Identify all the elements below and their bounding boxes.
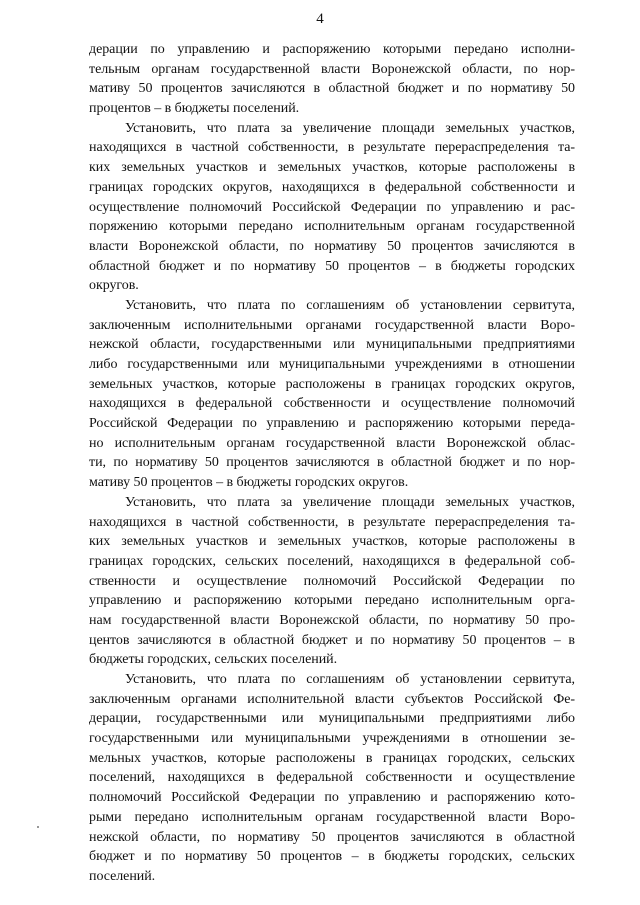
text-line: государственными или муниципальными учреждениями в отношении зе-	[89, 731, 575, 747]
text-line: находящихся в федеральной собственности и осуществление полномочий	[89, 396, 575, 412]
text-line: находящихся в частной собственности, в результате перераспределения та-	[89, 140, 575, 156]
text-line: Установить, что плата по соглашениям об установлении сервитута,	[125, 297, 575, 313]
text-line: нежской области, государственными или муниципальными предприятиями	[89, 337, 575, 353]
text-line: ственности и осуществление полномочий Российской Федерации по	[89, 573, 575, 589]
text-line: полномочий Российской Федерации по управлению и распоряжению кото-	[89, 790, 575, 806]
text-line: границах городских округов, находящихся в федеральной собственности и	[89, 179, 575, 195]
scan-speck	[37, 826, 39, 828]
text-line: заключенным исполнительными органами государственной власти Воро-	[89, 317, 575, 333]
text-line: границах городских, сельских поселений, находящихся в федеральной соб-	[89, 553, 575, 569]
text-line: центов зачисляются в областной бюджет и по нормативу 50 процентов – в	[89, 632, 575, 648]
text-line: но исполнительным органам государственной власти Воронежской облас-	[89, 435, 575, 451]
text-line: дерации по управлению и распоряжению которыми передано исполни-	[89, 42, 575, 57]
paragraph-4	[89, 493, 575, 670]
text-line: дерации, государственными или муниципальными предприятиями либо	[89, 711, 575, 727]
text-line: мативу 50 процентов – в бюджеты городских округов.	[89, 475, 409, 491]
text-line: заключенным органами исполнительной власти субъектов Российской Фе-	[89, 691, 575, 707]
text-line: областной бюджет и по нормативу 50 процентов – в бюджеты городских	[89, 258, 575, 274]
page-number: 4	[316, 11, 324, 27]
text-line: рыми передано исполнительным органам государственной власти Воро-	[89, 809, 575, 825]
text-line: поселений, находящихся в федеральной собственности и осуществление	[89, 770, 575, 786]
paragraph-2	[89, 119, 575, 296]
text-line: мативу 50 процентов зачисляются в областной бюджет и по нормативу 50	[89, 81, 575, 97]
text-line: земельных участков, которые расположены в границах городских округов,	[89, 376, 575, 392]
text-line: мельных участков, которые расположены в границах городских, сельских	[89, 750, 575, 766]
text-line: поселений.	[89, 868, 156, 884]
text-line: Установить, что плата по соглашениям об установлении сервитута,	[125, 672, 575, 687]
paragraph-5	[89, 670, 575, 887]
text-line: управлению и распоряжению которыми передано исполнительным орга-	[89, 593, 575, 609]
paragraph-3	[89, 296, 575, 493]
text-line: либо государственными или муниципальными учреждениями в отношении	[89, 357, 575, 372]
text-line: осуществление полномочий Российской Федерации по управлению и рас-	[89, 199, 575, 215]
text-line: округов.	[89, 278, 139, 294]
text-line: бюджеты городских, сельских поселений.	[89, 652, 338, 668]
text-line: власти Воронежской области, по нормативу 50 процентов зачисляются в	[89, 238, 575, 254]
text-line: находящихся в частной собственности, в результате перераспределения та-	[89, 514, 575, 530]
text-line: Российской Федерации по управлению и распоряжению которыми переда-	[89, 416, 575, 432]
text-line: поряжению которыми передано исполнительным органам государственной	[89, 219, 575, 235]
text-line: Установить, что плата за увеличение площади земельных участков,	[125, 120, 575, 136]
text-line: процентов – в бюджеты поселений.	[89, 101, 300, 117]
text-line: нам государственной власти Воронежской области, по нормативу 50 про-	[89, 612, 575, 628]
text-line: ти, по нормативу 50 процентов зачисляются в областной бюджет и по нор-	[89, 455, 575, 471]
text-line: ких земельных участков и земельных участков, которые расположены в	[89, 160, 575, 176]
text-line: Установить, что плата за увеличение площади земельных участков,	[125, 494, 575, 510]
text-line: тельным органам государственной власти Воронежской области, по нор-	[89, 61, 575, 77]
text-line: бюджет и по нормативу 50 процентов – в бюджеты городских, сельских	[89, 849, 575, 865]
text-line: ких земельных участков и земельных участков, которые расположены в	[89, 534, 575, 550]
document-body	[89, 40, 575, 887]
text-line: нежской области, по нормативу 50 процентов зачисляются в областной	[89, 829, 575, 845]
paragraph-1	[89, 40, 575, 119]
